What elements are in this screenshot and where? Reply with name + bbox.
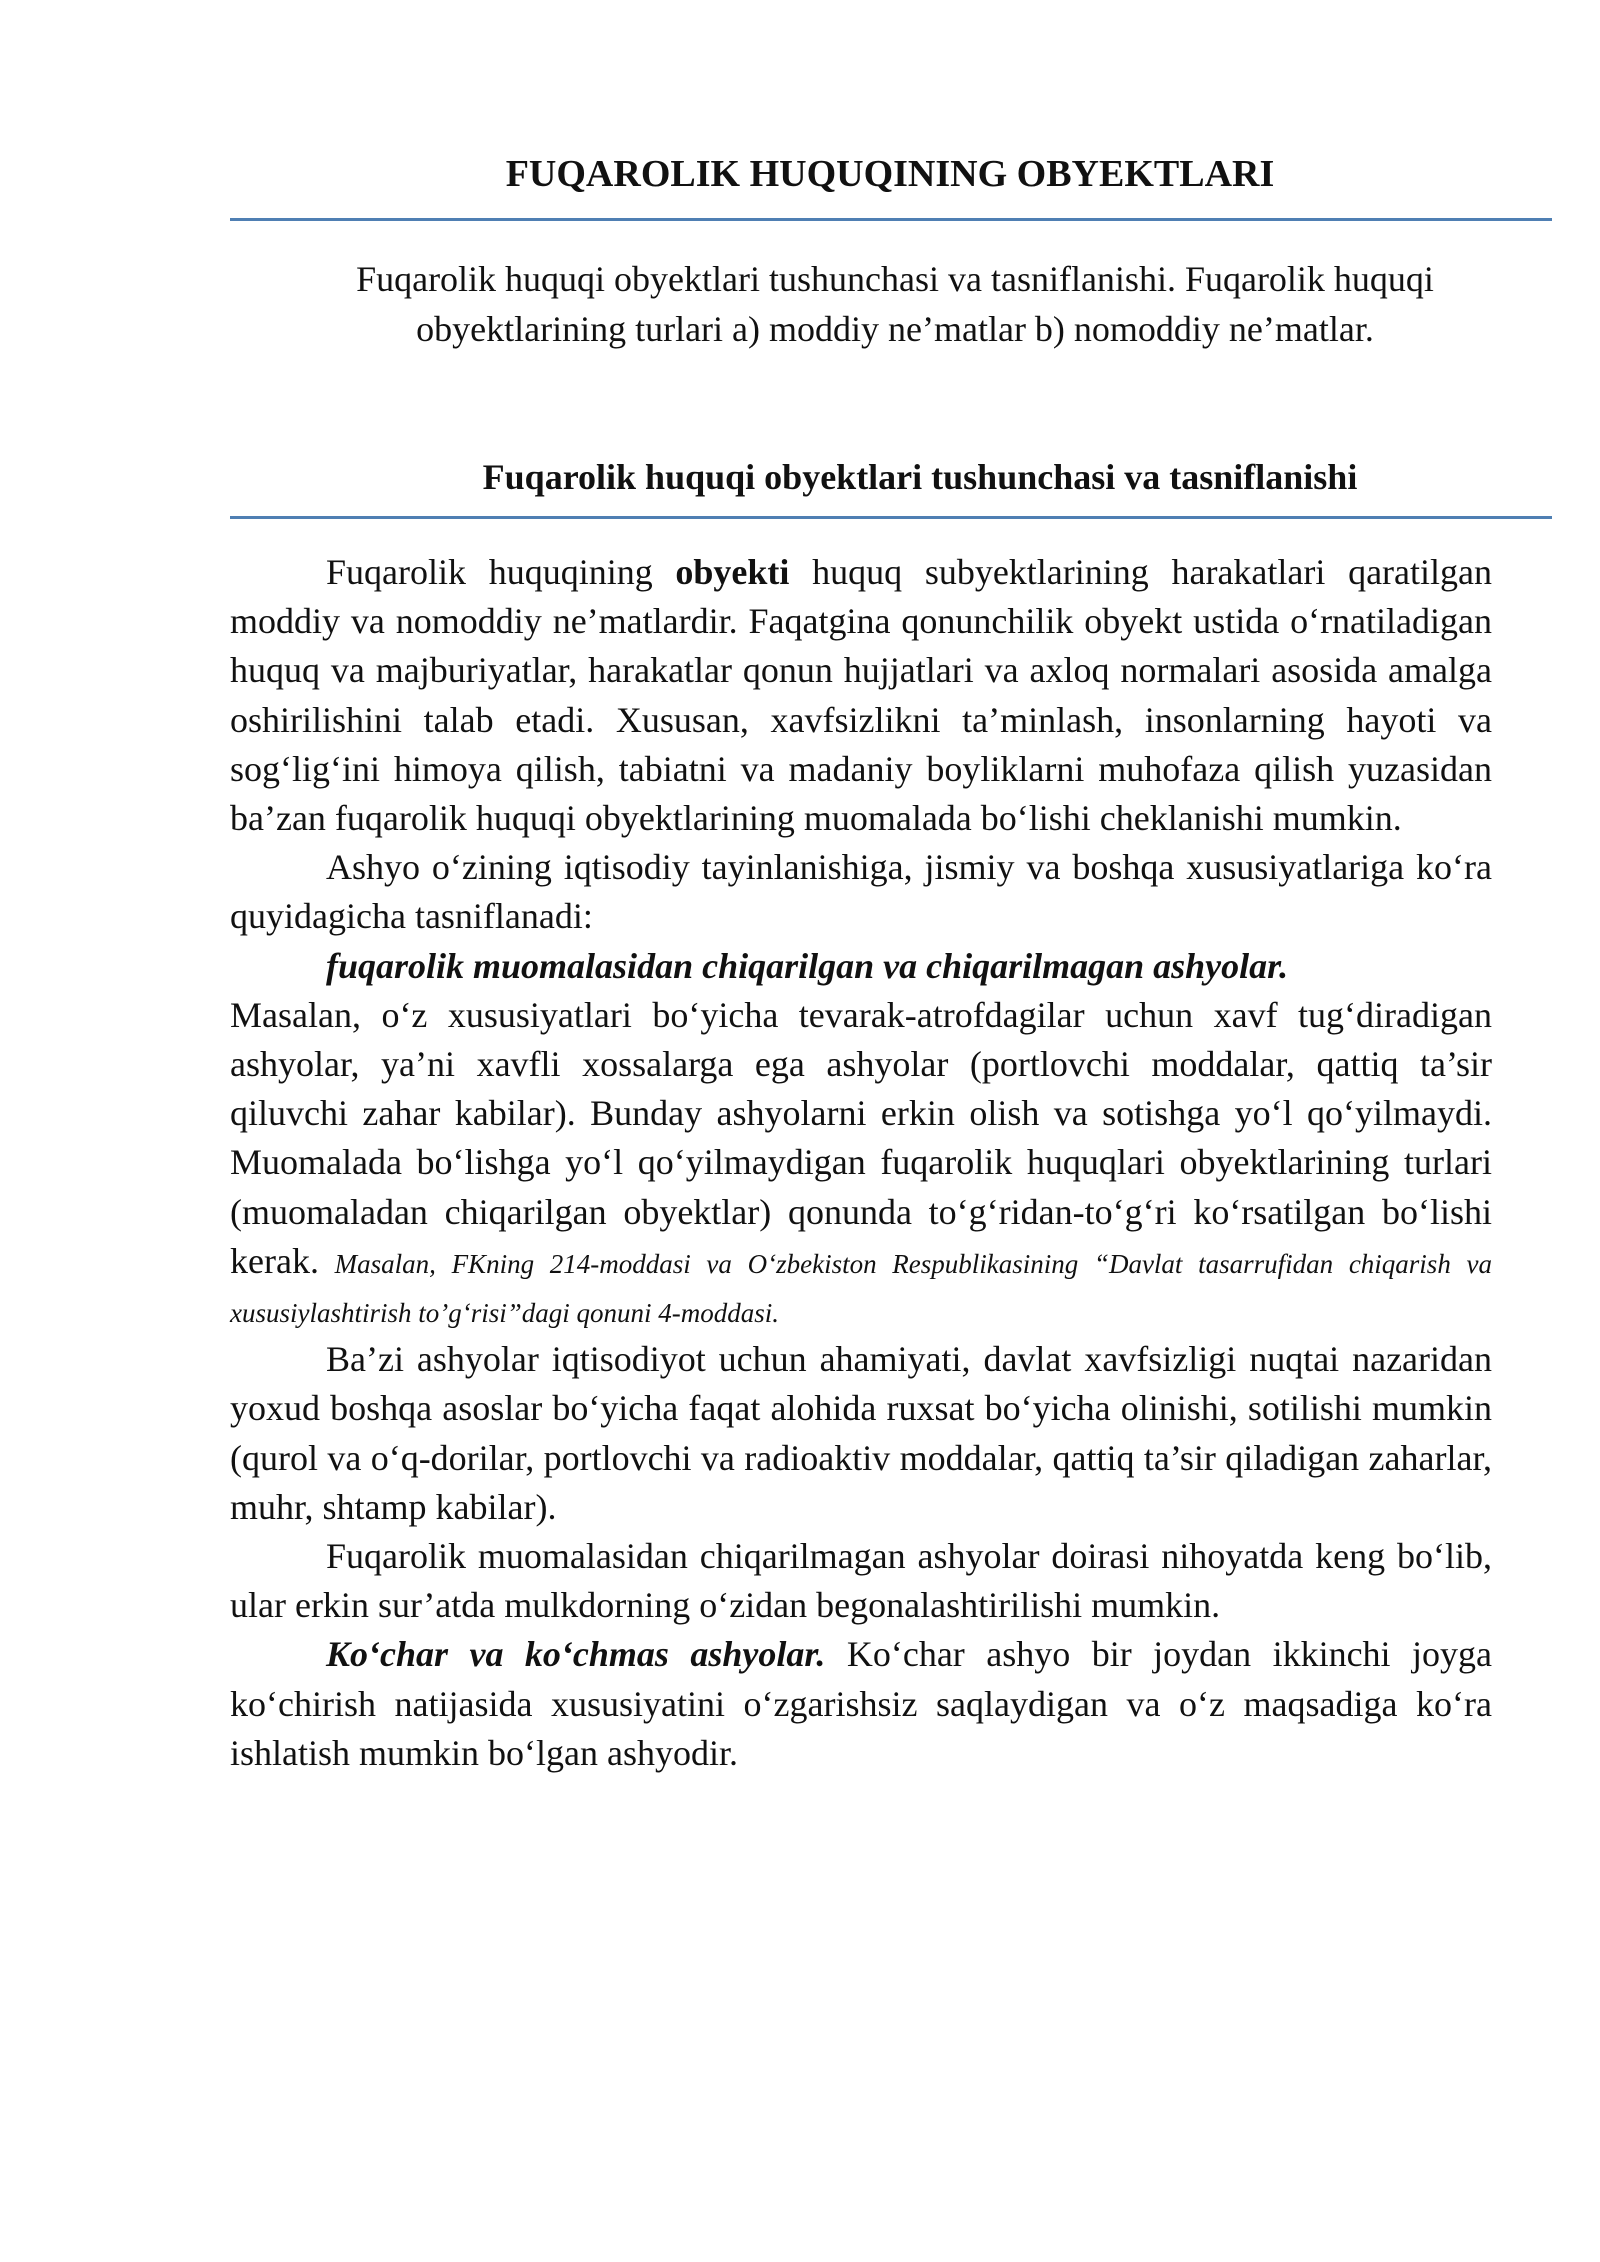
term-obyekti: obyekti — [675, 552, 790, 592]
legal-reference-note: Masalan, FKning 214-moddasi va O‘zbekiston Respublikasining “Davlat tasarrufidan chiqarish va xususiylashtirish to’g‘risi”dagi qonuni 4-moddasi. — [230, 1248, 1492, 1329]
section-title: Fuqarolik huquqi obyektlari tushunchasi va tasniflanishi — [482, 457, 1358, 497]
paragraph-5: Ba’zi ashyolar iqtisodiyot uchun ahamiyati, davlat xavfsizligi nuqtai nazaridan yoxud boshqa asoslar bo‘yicha faqat alohida ruxsat bo‘yicha olinishi, sotilishi mumkin (qurol va o‘q-dorilar, portlovchi va radioaktiv moddalar, qattiq ta’sir qiladigan zaharlar, muhr, shtamp kabilar). — [230, 1339, 1492, 1527]
body-text — [230, 548, 1492, 1778]
paragraph-2: Ashyo o‘zining iqtisodiy tayinlanishiga, jismiy va boshqa xususiyatlariga ko‘ra quyidagicha tasniflanadi: — [230, 847, 1492, 937]
section-divider — [230, 516, 1552, 519]
paragraph-4-text: Masalan, o‘z xususiyatlari bo‘yicha tevarak-atrofdagilar uchun xavf tug‘diradigan ashyolar, ya’ni xavfli xossalarga ega ashyolar (portlovchi moddalar, qattiq ta’sir qiluvchi zahar kabilar). Bunday ashyolarni erkin olish va sotishga yo‘l qo‘yilmaydi. Muomalada bo‘lishga yo‘l qo‘yilmaydigan fuqarolik huquqlari obyektlarining turlari (muomaladan chiqarilgan obyektlar) qonunda to‘g‘ridan-to‘g‘ri ko‘rsatilgan bo‘lishi kerak. — [230, 994, 1492, 1281]
paragraph-7 — [230, 1630, 1492, 1778]
paragraph-1-start: Fuqarolik huquqining — [326, 552, 676, 592]
paragraph-4 — [230, 991, 1492, 1335]
classification-heading-1: fuqarolik muomalasidan chiqarilgan va chiqarilmagan ashyolar. — [326, 945, 1289, 986]
paragraph-1-rest: huquq subyektlarining harakatlari qaratilgan moddiy va nomoddiy ne’matlardir. Faqatgina qonunchilik obyekt ustida o‘rnatiladigan huquq va majburiyatlar, harakatlar qonun hujjatlari va axloq normalari asosida amalga oshirilishini talab etadi. Xususan, xavfsizlikni ta’minlash, insonlarning hayoti va sog‘lig‘ini himoya qilish, tabiatni va madaniy boyliklarni muhofaza qilish yuzasidan ba’zan fuqarolik huquqi obyektlarining muomalada bo‘lishi cheklanishi mumkin. — [230, 552, 1493, 839]
page-subtitle: Fuqarolik huquqi obyektlari tushunchasi va tasniflanishi. Fuqarolik huquqi obyektlarining turlari a) moddiy ne’matlar b) nomoddiy ne’matlar. — [356, 259, 1434, 349]
paragraph-6: Fuqarolik muomalasidan chiqarilmagan ashyolar doirasi nihoyatda keng bo‘lib, ular erkin sur’atda mulkdorning o‘zidan begonalashtirilishi mumkin. — [230, 1536, 1492, 1626]
page-title: FUQAROLIK HUQUQINING OBYEKTLARI — [505, 153, 1275, 195]
paragraph-1 — [230, 548, 1492, 843]
title-divider — [230, 218, 1552, 221]
classification-heading-2: Ko‘char va ko‘chmas ashyolar. — [326, 1634, 826, 1675]
paragraph-7-text: Ko‘char ashyo bir joydan ikkinchi joyga ko‘chirish natijasida xususiyatini o‘zgarishsiz saqlaydigan va o‘z maqsadiga ko‘ra ishlatish mumkin bo‘lgan ashyodir. — [230, 1634, 1493, 1773]
